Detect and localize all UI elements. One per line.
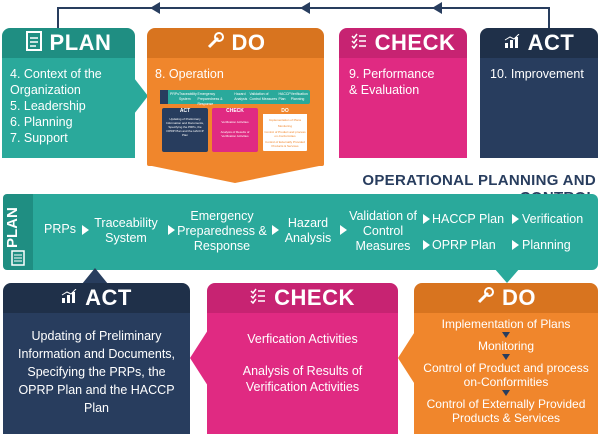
- top-act-title: ACT: [527, 30, 575, 55]
- step-arrow: [512, 240, 519, 250]
- thumb-check-text: Verification Activities: [221, 120, 249, 124]
- step-arrow: [423, 214, 430, 224]
- step-arrow: [423, 240, 430, 250]
- checklist-icon: [351, 33, 367, 54]
- bottom-act-title: ACT: [85, 285, 132, 310]
- down-arrow: [502, 390, 510, 396]
- wrench-icon: [206, 32, 224, 55]
- thumb-check-text: Analysis of Results of Verification Activities: [220, 130, 250, 138]
- thumb-do-text: Control of Externally Provided Products & Services: [265, 140, 305, 148]
- plan-step: Traceability System: [94, 216, 158, 245]
- thumb-do-text: Control of Product and process on-Conformities: [264, 130, 306, 138]
- thumb-step: Hazard Analysis: [234, 92, 248, 101]
- bottom-do-header: [414, 283, 598, 313]
- thumb-check-title: CHECK: [226, 108, 244, 114]
- bottom-check-item: Analysis of Results of Verification Activities: [242, 364, 363, 394]
- thumb-step: HACCP Plan: [278, 92, 291, 101]
- bottom-act-text: Updating of Preliminary Information and Documents, Specifying the PRPs, the OPRP Plan and the HACCP Plan: [17, 329, 176, 415]
- plan-step: PRPs: [44, 222, 76, 236]
- step-arrow: [272, 225, 279, 235]
- thumb-do-title: DO: [262, 109, 308, 114]
- top-do-header: [147, 28, 324, 58]
- top-check-title: CHECK: [374, 30, 456, 55]
- top-plan-item: 4. Context of the Organization: [10, 67, 102, 97]
- check-left-point: [190, 330, 208, 386]
- plan-band-label: PLAN: [4, 207, 21, 248]
- thumb-row: [170, 92, 310, 107]
- step-arrow: [512, 214, 519, 224]
- down-arrow: [502, 354, 510, 360]
- top-act-body: [480, 58, 598, 158]
- bottom-do-item: Implementation of Plans: [441, 317, 571, 331]
- top-plan-body: [2, 58, 135, 158]
- section-title: OPERATIONAL PLANNING AND: [362, 172, 596, 189]
- thumb-step: PRPs: [170, 92, 179, 96]
- thumb-do-text: Monitoring: [277, 124, 292, 128]
- bottom-do-item: Control of Product and process on-Conformities: [423, 361, 589, 389]
- thumb-step: Emergency Preparedness & Response: [197, 92, 223, 106]
- top-plan-item: 5. Leadership: [10, 99, 86, 113]
- bottom-check-title: CHECK: [274, 285, 355, 310]
- plan-step: Validation of Control Measures: [349, 209, 417, 253]
- step-arrow: [168, 225, 175, 235]
- step-arrow: [340, 225, 347, 235]
- thumb-act-title: ACT: [179, 108, 191, 114]
- checklist-icon: [250, 288, 266, 309]
- top-plan-item: 6. Planning: [10, 115, 73, 129]
- top-do-item: 8. Operation: [155, 67, 224, 81]
- top-act-header: [480, 28, 598, 58]
- thumb-step: Validation of Control Measures: [249, 92, 278, 101]
- top-check-item: 9. Performance & Evaluation: [349, 67, 435, 97]
- top-check-body: [339, 58, 467, 158]
- wrench-icon: [476, 287, 494, 310]
- top-check-header: [339, 28, 467, 58]
- top-plan-item: 7. Support: [10, 131, 68, 145]
- top-do-title: DO: [231, 30, 266, 55]
- do-bottom-point: [147, 165, 324, 185]
- top-loop-connector: [0, 0, 601, 30]
- bottom-do-body: [414, 313, 598, 434]
- bottom-act-header: [3, 283, 190, 313]
- top-act-item: 10. Improvement: [490, 67, 584, 81]
- band-to-do-arrow: [492, 268, 522, 284]
- plan-step-right: HACCP Plan: [432, 212, 505, 226]
- operation-thumbnail: [160, 90, 310, 152]
- document-icon: [10, 250, 26, 266]
- plan-step-right: Planning: [522, 238, 571, 252]
- thumb-step: Verification Planning: [290, 92, 308, 101]
- top-plan-header: [2, 28, 135, 58]
- bottom-check-body: [207, 313, 398, 434]
- bottom-check-item: Verfication Activities: [247, 332, 358, 346]
- thumb-act-text: Updating of Preliminary Information and Documents, Specifying the PRPs, the OPRP Plan and the HACCP Plan: [166, 117, 204, 137]
- plan-step: Emergency Preparedness & Response: [177, 209, 267, 253]
- thumb-step: Traceability System: [178, 92, 197, 101]
- plan-step: Hazard Analysis: [284, 216, 332, 245]
- bottom-do-item: Control of Externally Provided Products & Services: [426, 397, 586, 425]
- chart-icon: [504, 34, 520, 53]
- plan-step-right: Verification: [522, 212, 584, 226]
- bottom-do-title: DO: [502, 285, 536, 310]
- bottom-act-body: [3, 313, 190, 434]
- top-plan-title: PLAN: [49, 30, 112, 55]
- bottom-do-item: Monitoring: [477, 339, 535, 353]
- thumb-do-text: Implementation of Plans: [268, 118, 302, 122]
- step-arrow: [82, 225, 89, 235]
- chart-icon: [61, 289, 77, 308]
- down-arrow: [502, 332, 510, 338]
- bottom-check-header: [207, 283, 398, 313]
- plan-step-right: OPRP Plan: [432, 238, 496, 252]
- document-icon: [26, 31, 42, 56]
